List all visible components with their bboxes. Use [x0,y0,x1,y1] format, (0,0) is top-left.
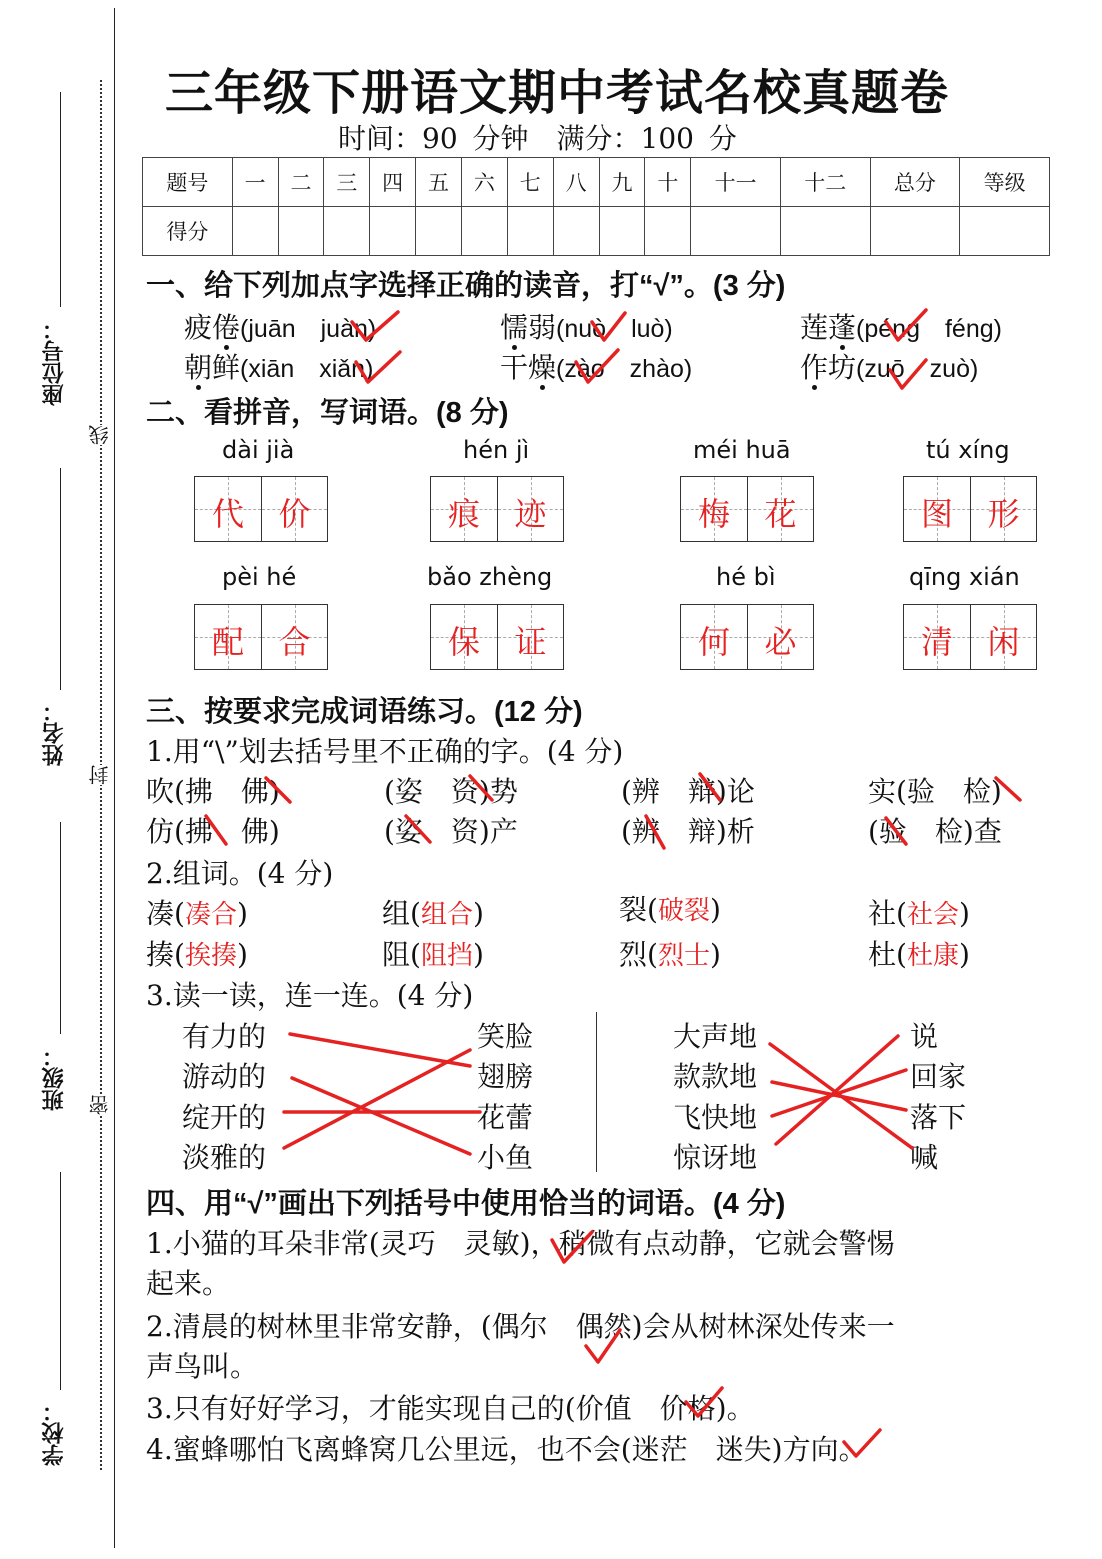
q1-item: 懦弱(nuò luò) [500,311,673,344]
q3-heading: 三、按要求完成词语练习。(12 分) [146,696,583,728]
match-line [292,1078,470,1154]
q3-part2-title: 2.组词。(4 分) [146,857,334,890]
q4-sentence: 4.蜜蜂哪怕飞离蜂窝几公里远，也不会(迷茫 迷失)方向。 [146,1433,867,1466]
q3-word-item: 社(社会) [868,897,970,930]
score-input-cell[interactable] [278,207,324,256]
match-line [776,1036,898,1144]
score-header-cell: 五 [416,158,462,207]
match-right-target: 落下 [910,1101,967,1134]
seal-char-close: 密 [88,1095,112,1115]
binding-rule [114,8,115,1548]
answer-char: 花 [764,495,797,533]
score-input-cell[interactable] [553,207,599,256]
match-right-word: 飞快地 [673,1101,758,1134]
q3-strike-item: 吹(拂 佛) [146,775,280,808]
q1-heading: 一、给下列加点字选择正确的读音，打“√”。(3 分) [146,270,786,302]
q4-heading: 四、用“√”画出下列括号中使用恰当的词语。(4 分) [146,1188,786,1220]
match-right-target: 说 [910,1020,939,1053]
match-right-word: 惊讶地 [673,1141,758,1174]
score-table-header-row [143,158,1050,207]
seal-char-seal: 封 [88,765,112,785]
q4-sentence: 1.小猫的耳朵非常(灵巧 灵敏)，稍微有点动静，它就会警惕 [146,1227,895,1260]
q2-answer-box [680,476,814,542]
match-left-word: 游动的 [182,1060,267,1093]
match-line [284,1050,470,1148]
match-left-target: 小鱼 [477,1141,534,1174]
q2-pinyin: hén jì [463,436,530,464]
q3-strike-item: (辨 辩)析 [621,815,755,848]
q2-answer-box [903,604,1037,670]
match-left-word: 淡雅的 [182,1141,267,1174]
q2-answer-box [430,476,564,542]
answer-char: 形 [987,495,1020,533]
answer-char: 配 [211,623,244,661]
answer-char: 痕 [447,495,480,533]
score-input-cell[interactable] [416,207,462,256]
q3-strike-item: (验 检)查 [868,815,1002,848]
match-divider [596,1012,597,1172]
score-header-cell: 十二 [780,158,870,207]
match-left-word: 有力的 [182,1020,267,1053]
score-input-cell[interactable] [780,207,870,256]
score-header-cell: 十 [645,158,691,207]
match-right-target: 回家 [910,1060,967,1093]
q3-word-item: 杜(杜康) [868,938,970,971]
q2-answer-box [430,604,564,670]
q3-strike-item: (辨 辩)论 [621,775,755,808]
q3-strike-item: (姿 资)势 [384,775,518,808]
q1-item: 朝鲜(xiān xiǎn) [184,351,374,384]
class-label: 班级： [41,1045,66,1111]
score-header-cell: 八 [553,158,599,207]
q3-word-item: 裂(破裂) [619,893,721,926]
q4-sentence-cont: 声鸟叫。 [146,1350,259,1383]
q3-word-item: 烈(烈士) [619,938,721,971]
q3-word-item: 阻(阻挡) [382,938,484,971]
name-label: 姓名： [41,700,66,766]
class-line [60,822,61,1034]
q1-item: 干燥(zào zhào) [500,351,693,384]
match-line [770,1044,912,1148]
q2-answer-box [194,604,328,670]
q3-strike-item: (姿 资)产 [384,815,518,848]
q3-part1-title: 1.用“\”划去括号里不正确的字。(4 分) [146,735,624,768]
match-right-target: 喊 [910,1141,939,1174]
q1-item: 莲蓬(péng féng) [800,311,1002,344]
q4-sentence: 2.清晨的树林里非常安静，(偶尔 偶然)会从树林深处传来一 [146,1310,895,1343]
answer-char: 闲 [987,623,1020,661]
score-input-cell[interactable] [870,207,960,256]
q4-sentence-cont: 起来。 [146,1267,231,1300]
q4-sentence: 3.只有好好学习，才能实现自己的(价值 价格)。 [146,1392,755,1425]
q2-pinyin: pèi hé [222,563,297,591]
q2-pinyin: méi huā [693,436,791,464]
score-input-cell[interactable] [461,207,507,256]
score-input-cell[interactable] [645,207,691,256]
q2-answer-box [680,604,814,670]
score-header-cell: 总分 [870,158,960,207]
answer-char: 清 [920,623,953,661]
match-left-target: 花蕾 [477,1101,534,1134]
answer-char: 保 [447,623,480,661]
score-input-cell[interactable] [232,207,278,256]
answer-char: 必 [764,623,797,661]
score-input-cell[interactable] [599,207,645,256]
q3-word-item: 凑(凑合) [146,897,248,930]
score-header-cell: 九 [599,158,645,207]
score-header-cell: 二 [278,158,324,207]
score-input-cell[interactable] [960,207,1050,256]
answer-char: 迹 [514,495,547,533]
q2-pinyin: tú xíng [926,436,1010,464]
score-table-score-row [143,207,1050,256]
match-left-target: 笑脸 [477,1020,534,1053]
q1-item: 疲倦(juān juàn) [184,311,377,344]
q2-pinyin: dài jià [222,436,295,464]
seat-line [60,92,61,307]
q2-pinyin: bǎo zhèng [427,563,553,591]
answer-char: 何 [697,623,730,661]
match-line [772,1082,906,1110]
score-input-cell[interactable] [324,207,370,256]
q1-item: 作坊(zuō zuò) [800,351,979,384]
q2-heading: 二、看拼音，写词语。(8 分) [146,397,509,429]
match-right-word: 大声地 [673,1020,758,1053]
score-header-cell: 等级 [960,158,1050,207]
q2-pinyin: hé bì [716,563,776,591]
answer-char: 代 [211,495,244,533]
score-header-cell: 三 [324,158,370,207]
seat-label: 座位号： [41,318,66,406]
match-left-word: 绽开的 [182,1101,267,1134]
score-table [142,157,1050,256]
page-title: 三年级下册语文期中考试名校真题卷 [165,65,950,121]
q2-answer-box [903,476,1037,542]
q3-strike-item: 实(验 检) [868,775,1002,808]
answer-char: 证 [514,623,547,661]
score-input-cell[interactable] [370,207,416,256]
score-header-cell: 四 [370,158,416,207]
q2-pinyin: qīng xián [909,563,1020,591]
match-right-word: 款款地 [673,1060,758,1093]
score-header-cell: 题号 [143,158,233,207]
seal-char-line: 线 [88,425,112,445]
answer-char: 图 [920,495,953,533]
score-header-cell: 六 [461,158,507,207]
name-line [60,468,61,690]
score-header-cell: 七 [507,158,553,207]
exam-subtitle: 时间：90 分钟 满分：100 分 [338,122,737,155]
score-header-cell: 十一 [691,158,781,207]
score-header-cell: 一 [232,158,278,207]
answer-char: 合 [278,623,311,661]
score-input-cell[interactable] [507,207,553,256]
score-row-label: 得分 [143,207,233,256]
answer-char: 梅 [697,495,730,533]
match-line [772,1070,906,1116]
q3-word-item: 组(组合) [382,897,484,930]
school-line [60,1172,61,1390]
score-input-cell[interactable] [691,207,781,256]
match-left-target: 翅膀 [477,1060,534,1093]
q2-answer-box [194,476,328,542]
q3-part3-title: 3.读一读，连一连。(4 分) [146,979,474,1012]
q3-word-item: 揍(挨揍) [146,938,248,971]
q3-strike-item: 仿(拂 佛) [146,815,280,848]
answer-char: 价 [278,495,311,533]
match-line [290,1034,470,1066]
school-label: 学校： [41,1400,66,1466]
